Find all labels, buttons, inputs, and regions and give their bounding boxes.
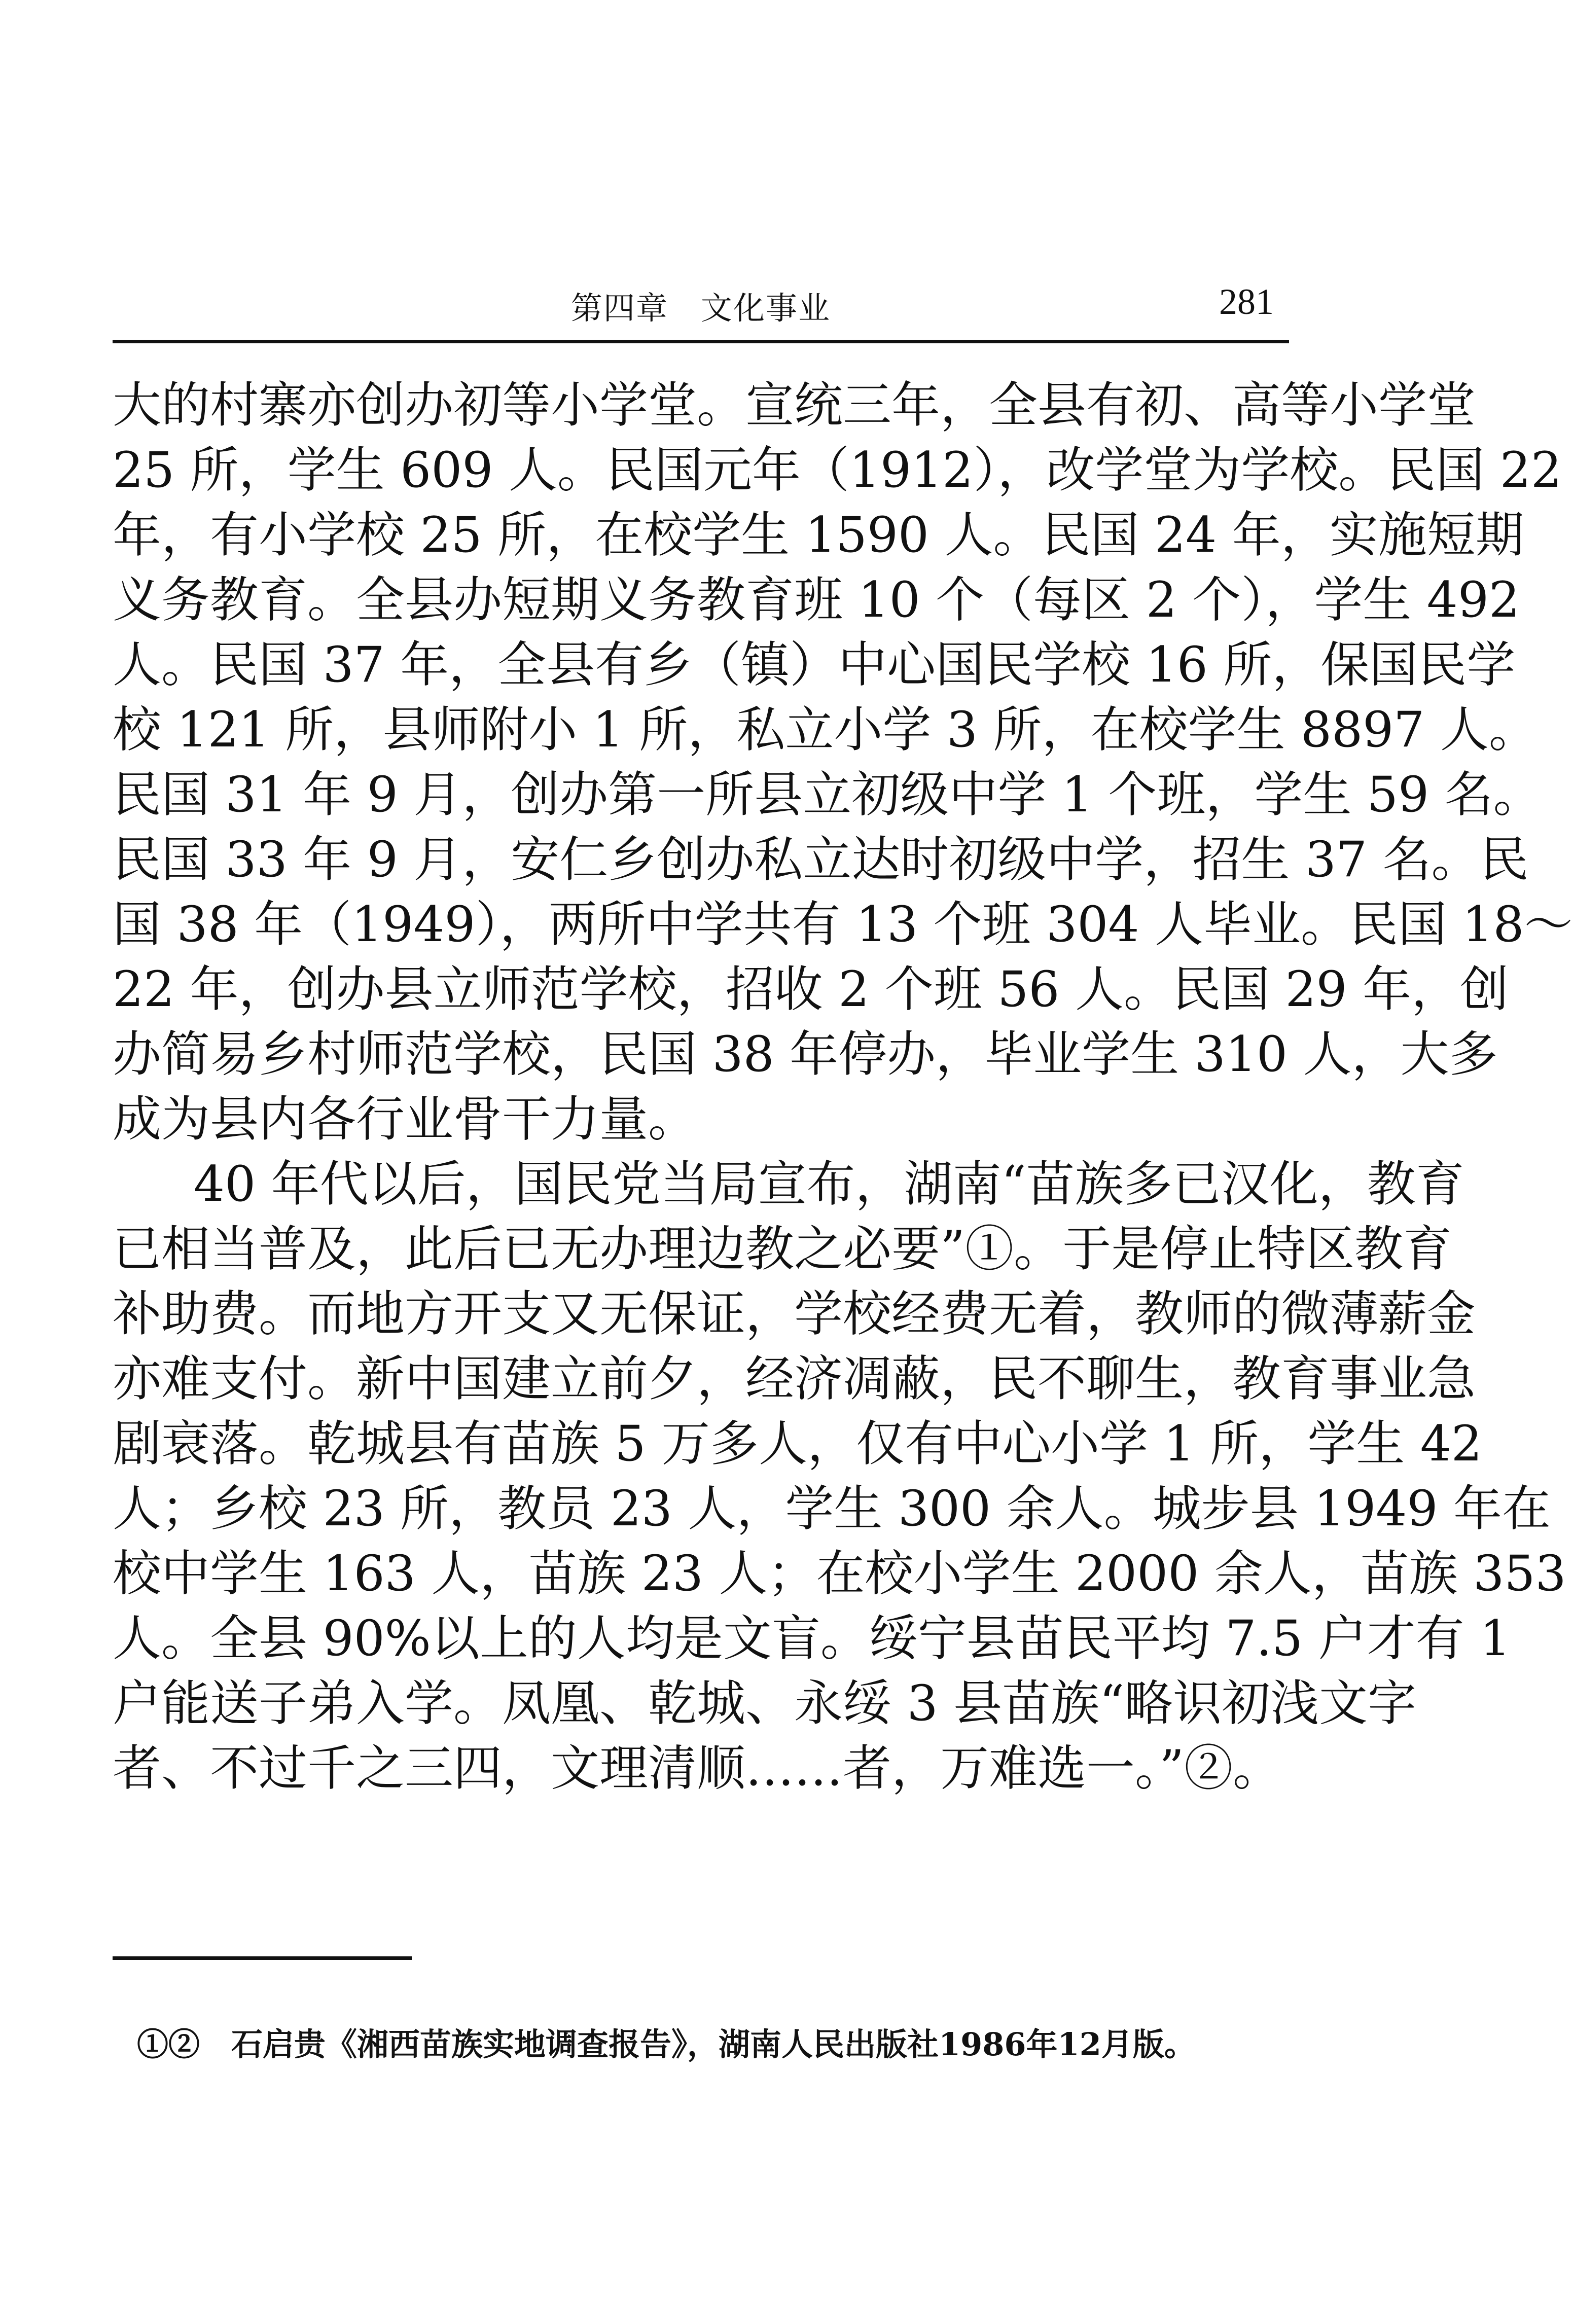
text-line: 国 38 年（1949），两所中学共有 13 个班 304 人毕业。民国 18～ <box>113 896 1573 953</box>
text-line: 户能送子弟入学。凤凰、乾城、永绥 3 县苗族“略识初浅文字 <box>113 1675 1417 1732</box>
footnote: ①② 石启贵《湘西苗族实地调查报告》，湖南人民出版社1986年12月版。 <box>137 2026 1196 2063</box>
text-line: 民国 33 年 9 月，安仁乡创办私立达时初级中学，招生 37 名。民 <box>113 831 1529 888</box>
text-line: 人。民国 37 年，全县有乡（镇）中心国民学校 16 所，保国民学 <box>113 636 1516 693</box>
page-number: 281 <box>1219 281 1274 322</box>
text-line: 大的村寨亦创办初等小学堂。宣统三年，全县有初、高等小学堂 <box>113 377 1476 434</box>
paragraph-1 <box>113 373 1573 1152</box>
page-header <box>113 274 1289 330</box>
text-line: 民国 31 年 9 月，创办第一所县立初级中学 1 个班，学生 59 名。 <box>113 766 1542 823</box>
text-line: 22 年，创办县立师范学校，招收 2 个班 56 人。民国 29 年，创 <box>113 961 1509 1018</box>
text-line: 25 所，学生 609 人。民国元年（1912），改学堂为学校。民国 22 <box>113 442 1562 498</box>
text-line: 年，有小学校 25 所，在校学生 1590 人。民国 24 年，实施短期 <box>113 507 1524 563</box>
text-line: 义务教育。全县办短期义务教育班 10 个（每区 2 个），学生 492 <box>113 571 1520 628</box>
text-line: 办简易乡村师范学校，民国 38 年停办，毕业学生 310 人，大多 <box>113 1026 1498 1083</box>
text-line: 校 121 所，县师附小 1 所，私立小学 3 所，在校学生 8897 人。 <box>113 701 1538 758</box>
header-rule <box>113 340 1289 343</box>
text-line: 补助费。而地方开支又无保证，学校经费无着，教师的微薄薪金 <box>113 1285 1476 1342</box>
text-line: 40 年代以后，国民党当局宣布，湖南“苗族多已汉化，教育 <box>194 1156 1464 1212</box>
text-line: 校中学生 163 人，苗族 23 人；在校小学生 2000 余人，苗族 353 <box>113 1545 1566 1602</box>
text-line: 已相当普及，此后已无办理边教之必要”①。于是停止特区教育 <box>113 1221 1452 1277</box>
text-line: 剧衰落。乾城县有苗族 5 万多人，仅有中心小学 1 所，学生 42 <box>113 1415 1482 1472</box>
paragraph-2 <box>113 1152 1566 1801</box>
body-text <box>113 373 1573 1801</box>
footnote-rule <box>113 1956 412 1960</box>
text-line: 人；乡校 23 所，教员 23 人，学生 300 余人。城步县 1949 年在 <box>113 1480 1551 1537</box>
text-line: 成为县内各行业骨干力量。 <box>113 1091 697 1148</box>
text-line: 人。全县 90%以上的人均是文盲。绥宁县苗民平均 7.5 户才有 1 <box>113 1610 1511 1667</box>
text-line: 者、不过千之三四，文理清顺……者，万难选一。”②。 <box>113 1740 1282 1797</box>
text-line: 亦难支付。新中国建立前夕，经济凋蔽，民不聊生，教育事业急 <box>113 1350 1476 1407</box>
running-title: 第四章 文化事业 <box>570 290 831 327</box>
